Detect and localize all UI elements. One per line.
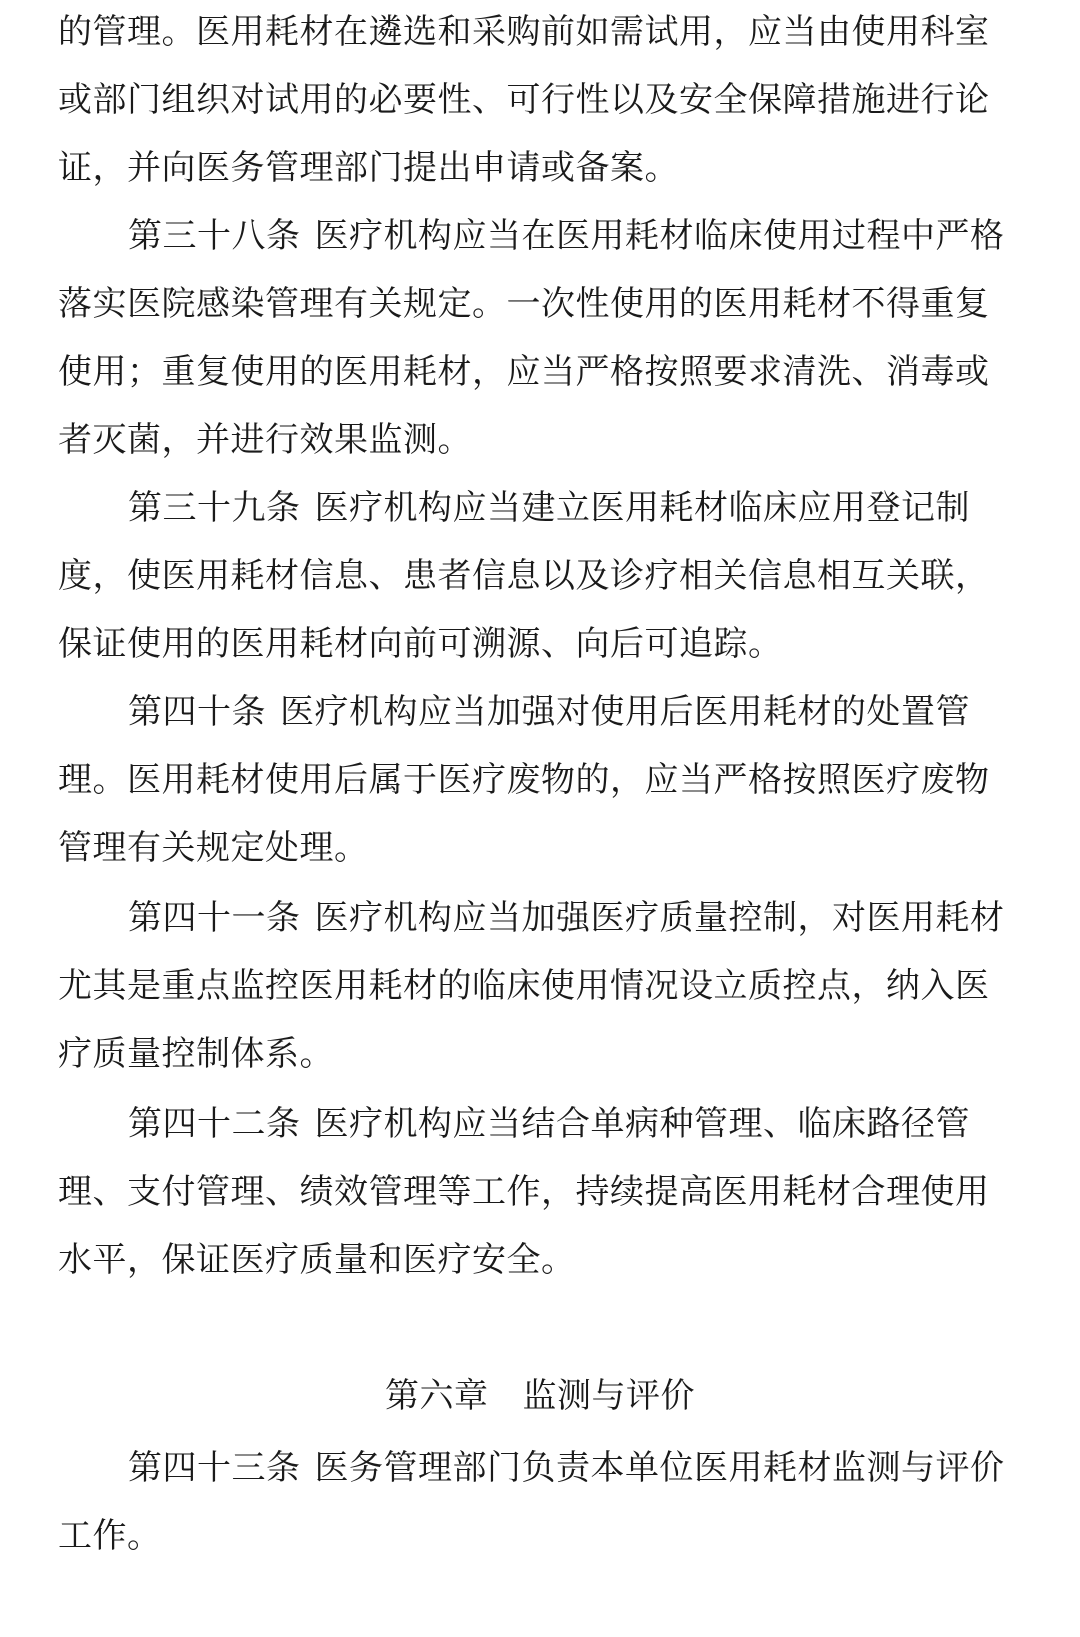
text-line: 理、支付管理、绩效管理等工作，持续提高医用耗材合理使用 — [58, 1172, 990, 1212]
text-line: 使用；重复使用的医用耗材，应当严格按照要求清洗、消毒或 — [58, 352, 990, 392]
text-line: 理。医用耗材使用后属于医疗废物的，应当严格按照医疗废物 — [58, 760, 990, 800]
text-line: 证，并向医务管理部门提出申请或备案。 — [58, 148, 679, 188]
text-line: 度，使医用耗材信息、患者信息以及诊疗相关信息相互关联， — [58, 556, 990, 596]
text-line: 尤其是重点监控医用耗材的临床使用情况设立质控点，纳入医 — [58, 966, 990, 1006]
article-39-line: 第三十九条 医疗机构应当建立医用耗材临床应用登记制 — [128, 488, 970, 528]
text-line: 的管理。医用耗材在遴选和采购前如需试用，应当由使用科室 — [58, 12, 990, 52]
chapter-number: 第六章 — [385, 1376, 489, 1416]
chapter-heading — [0, 1366, 1080, 1426]
article-number: 第四十三条 — [128, 1448, 301, 1488]
text-line: 疗质量控制体系。 — [58, 1034, 334, 1074]
text-line: 落实医院感染管理有关规定。一次性使用的医用耗材不得重复 — [58, 284, 990, 324]
chapter-title: 监测与评价 — [522, 1376, 695, 1416]
article-38-line: 第三十八条 医疗机构应当在医用耗材临床使用过程中严格 — [128, 216, 1005, 256]
article-41-line: 第四十一条 医疗机构应当加强医疗质量控制，对医用耗材 — [128, 898, 1005, 938]
text-line: 水平，保证医疗质量和医疗安全。 — [58, 1240, 576, 1280]
article-42-line: 第四十二条 医疗机构应当结合单病种管理、临床路径管 — [128, 1104, 970, 1144]
article-number: 第四十二条 — [128, 1104, 301, 1144]
article-number: 第四十一条 — [128, 898, 301, 938]
text-line: 保证使用的医用耗材向前可溯源、向后可追踪。 — [58, 624, 783, 664]
article-43-line: 第四十三条 医务管理部门负责本单位医用耗材监测与评价 — [128, 1448, 1005, 1488]
article-number: 第三十八条 — [128, 216, 301, 256]
article-number: 第三十九条 — [128, 488, 301, 528]
article-number: 第四十条 — [128, 692, 266, 732]
text-line: 管理有关规定处理。 — [58, 828, 369, 868]
text-line: 者灭菌，并进行效果监测。 — [58, 420, 472, 460]
article-40-line: 第四十条 医疗机构应当加强对使用后医用耗材的处置管 — [128, 692, 970, 732]
text-line: 工作。 — [58, 1516, 162, 1556]
text-line: 或部门组织对试用的必要性、可行性以及安全保障措施进行论 — [58, 80, 990, 120]
